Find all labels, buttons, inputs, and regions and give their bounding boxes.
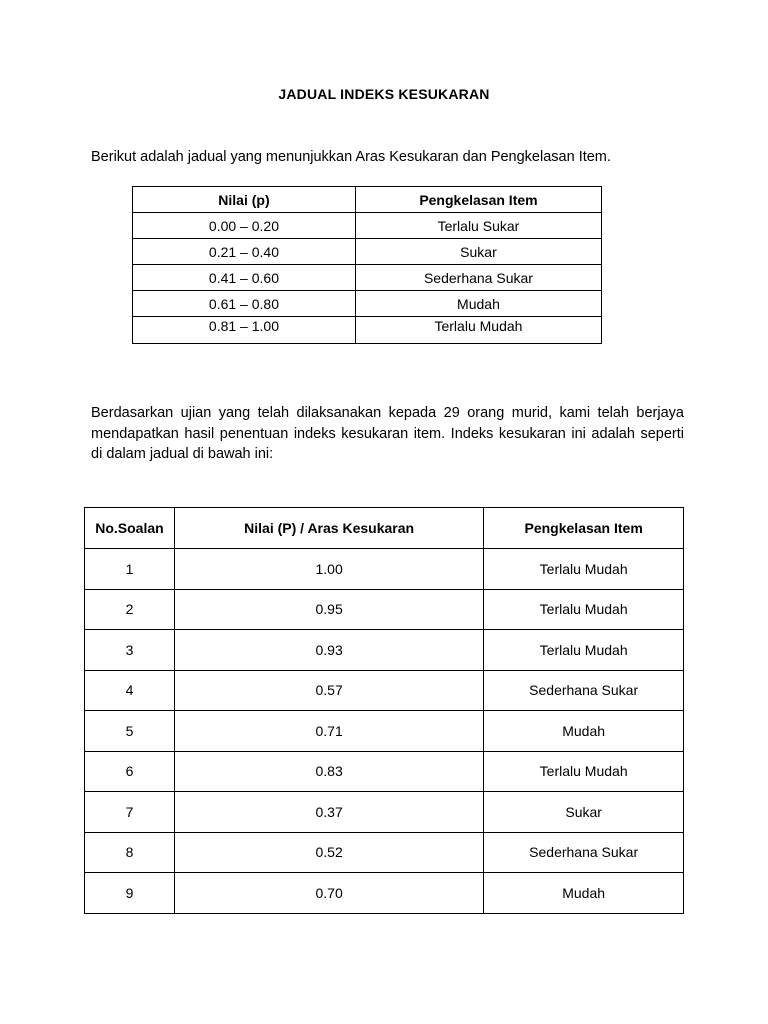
table-row <box>133 213 602 239</box>
classification-cell: Terlalu Mudah <box>484 751 684 792</box>
p-value-cell: 0.93 <box>174 630 483 671</box>
classification-cell: Terlalu Sukar <box>355 213 601 239</box>
p-value-cell: 0.37 <box>174 792 483 833</box>
table-row <box>133 317 602 344</box>
question-number-cell: 8 <box>85 832 175 873</box>
question-number-cell: 3 <box>85 630 175 671</box>
question-number-cell: 2 <box>85 589 175 630</box>
question-number-cell: 6 <box>85 751 175 792</box>
classification-cell: Mudah <box>355 291 601 317</box>
question-number-cell: 1 <box>85 549 175 590</box>
classification-cell: Mudah <box>484 873 684 914</box>
classification-cell: Terlalu Mudah <box>355 317 601 344</box>
table-row <box>85 792 684 833</box>
table-row <box>85 670 684 711</box>
table-row <box>85 549 684 590</box>
p-value-cell: 0.70 <box>174 873 483 914</box>
classification-table <box>132 186 602 344</box>
range-cell: 0.21 – 0.40 <box>133 239 356 265</box>
classification-cell: Mudah <box>484 711 684 752</box>
results-header-row <box>85 508 684 549</box>
classification-cell: Sukar <box>484 792 684 833</box>
classification-cell: Terlalu Mudah <box>484 630 684 671</box>
table-row <box>85 873 684 914</box>
question-number-cell: 9 <box>85 873 175 914</box>
p-value-cell: 0.95 <box>174 589 483 630</box>
document-title: JADUAL INDEKS KESUKARAN <box>278 86 490 102</box>
p-value-cell: 0.52 <box>174 832 483 873</box>
results-table <box>84 507 684 914</box>
classification-cell: Terlalu Mudah <box>484 589 684 630</box>
classification-cell: Sukar <box>355 239 601 265</box>
column-header-nilai-aras: Nilai (P) / Aras Kesukaran <box>174 508 483 549</box>
range-cell: 0.61 – 0.80 <box>133 291 356 317</box>
classification-cell: Sederhana Sukar <box>484 832 684 873</box>
classification-cell: Terlalu Mudah <box>484 549 684 590</box>
question-number-cell: 7 <box>85 792 175 833</box>
column-header-no-soalan: No.Soalan <box>85 508 175 549</box>
intro-text: Berikut adalah jadual yang menunjukkan Aras Kesukaran dan Pengkelasan Item. <box>91 149 611 165</box>
range-cell: 0.41 – 0.60 <box>133 265 356 291</box>
table-row <box>85 630 684 671</box>
table-row <box>85 711 684 752</box>
column-header-nilai: Nilai (p) <box>133 187 356 213</box>
classification-cell: Sederhana Sukar <box>484 670 684 711</box>
table-row <box>133 239 602 265</box>
table-row <box>85 832 684 873</box>
question-number-cell: 4 <box>85 670 175 711</box>
column-header-pengkelasan: Pengkelasan Item <box>355 187 601 213</box>
column-header-pengkelasan: Pengkelasan Item <box>484 508 684 549</box>
p-value-cell: 0.83 <box>174 751 483 792</box>
range-cell: 0.00 – 0.20 <box>133 213 356 239</box>
classification-cell: Sederhana Sukar <box>355 265 601 291</box>
p-value-cell: 1.00 <box>174 549 483 590</box>
table-row <box>133 265 602 291</box>
table-row <box>85 751 684 792</box>
question-number-cell: 5 <box>85 711 175 752</box>
table-row <box>85 589 684 630</box>
p-value-cell: 0.71 <box>174 711 483 752</box>
p-value-cell: 0.57 <box>174 670 483 711</box>
table-row <box>133 291 602 317</box>
classification-header-row <box>133 187 602 213</box>
body-paragraph: Berdasarkan ujian yang telah dilaksanakan kepada 29 orang murid, kami telah berjaya mendapatkan hasil penentuan indeks kesukaran item. Indeks kesukaran ini adalah seperti di dalam jadual di bawah ini: <box>91 405 684 462</box>
range-cell: 0.81 – 1.00 <box>133 317 356 344</box>
